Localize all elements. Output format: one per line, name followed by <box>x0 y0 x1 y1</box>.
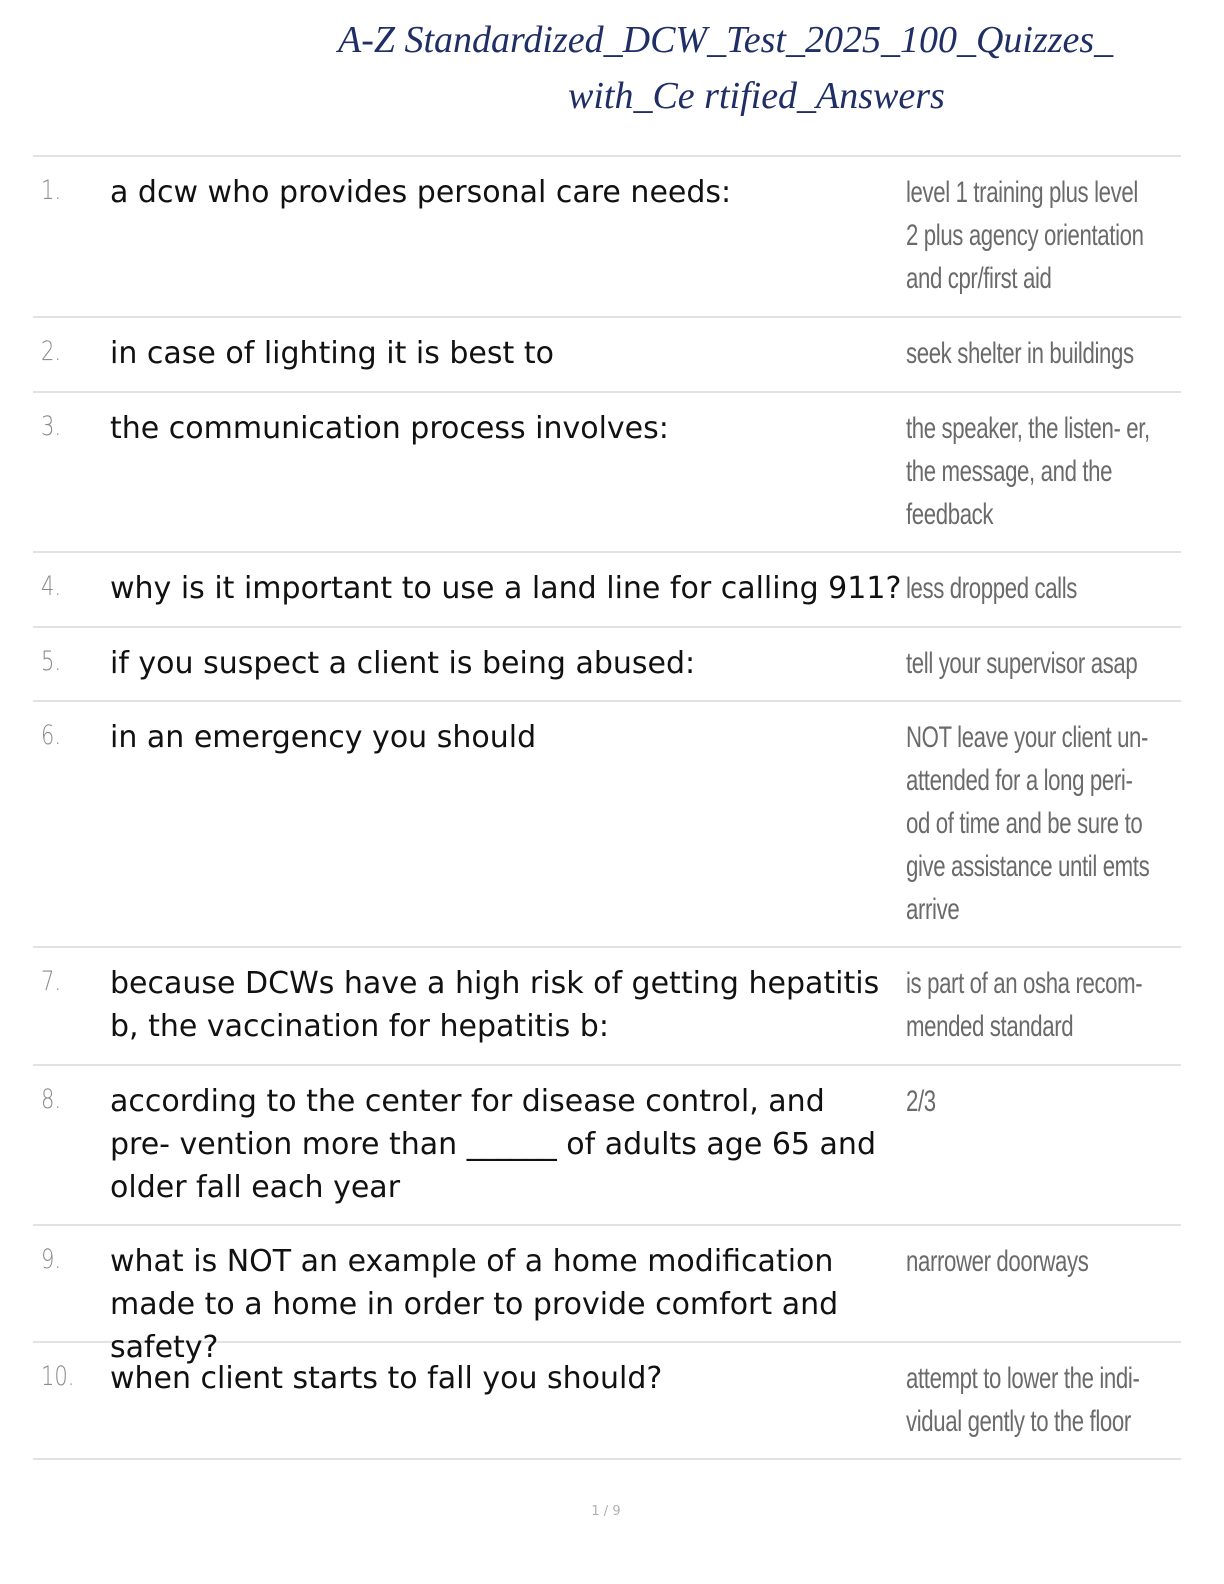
quiz-number: 2. <box>41 336 62 367</box>
quiz-row <box>33 157 1181 318</box>
quiz-question: a dcw who provides personal care needs: <box>110 175 732 210</box>
quiz-question: in case of lighting it is best to <box>110 336 554 371</box>
quiz-answer: less dropped calls <box>906 572 1078 605</box>
quiz-question: the communication process involves: <box>110 411 669 446</box>
quiz-number: 7. <box>41 966 62 997</box>
quiz-answer: 2/3 <box>906 1085 936 1118</box>
quiz-number: 4. <box>41 571 62 602</box>
quiz-question: in an emergency you should <box>110 720 537 755</box>
page-indicator: 1 / 9 <box>591 1504 621 1519</box>
quiz-answer: NOT leave your client un- attended for a long peri- od of time and be sure to give assistance until emts arrive <box>906 721 1150 926</box>
quiz-question: why is it important to use a land line for calling 911? <box>110 571 902 606</box>
quiz-row <box>33 948 1181 1066</box>
quiz-answer: attempt to lower the indi- vidual gently to the floor <box>906 1362 1140 1438</box>
quiz-table <box>33 155 1181 1460</box>
title-line-2: with_Ce rtified_Answers <box>568 75 945 117</box>
quiz-number: 3. <box>41 411 62 442</box>
quiz-number: 1. <box>41 175 62 206</box>
quiz-row <box>33 702 1181 948</box>
quiz-row <box>33 1066 1181 1226</box>
quiz-question: what is NOT an example of a home modification made to a home in order to provide comfort and safety? <box>110 1244 839 1365</box>
quiz-answer: level 1 training plus level 2 plus agency orientation and cpr/first aid <box>906 176 1144 295</box>
quiz-row <box>33 628 1181 702</box>
quiz-question: because DCWs have a high risk of getting hepatitis b, the vaccination for hepatitis b: <box>110 966 880 1044</box>
quiz-question: when client starts to fall you should? <box>110 1361 663 1396</box>
quiz-answer: is part of an osha recom- mended standard <box>906 967 1143 1043</box>
quiz-number: 5. <box>41 646 62 677</box>
quiz-number: 9. <box>41 1244 62 1275</box>
quiz-question: if you suspect a client is being abused: <box>110 646 696 681</box>
quiz-row <box>33 393 1181 553</box>
quiz-row <box>33 318 1181 393</box>
quiz-answer: the speaker, the listen- er, the message, and the feedback <box>906 412 1150 531</box>
quiz-answer: tell your supervisor asap <box>906 647 1138 680</box>
quiz-number: 10. <box>41 1361 75 1392</box>
title-line-1: A-Z Standardized_DCW_Test_2025_100_Quizzes_ <box>338 19 1114 61</box>
quiz-answer: seek shelter in buildings <box>906 337 1134 370</box>
quiz-row <box>33 1226 1181 1365</box>
quiz-number: 8. <box>41 1084 62 1115</box>
quiz-answer: narrower doorways <box>906 1245 1089 1278</box>
quiz-row <box>33 1343 1181 1460</box>
quiz-row <box>33 553 1181 628</box>
quiz-question: according to the center for disease control, and pre- vention more than ______ of adults age 65 and older fall each year <box>110 1084 876 1205</box>
quiz-number: 6. <box>41 720 62 751</box>
